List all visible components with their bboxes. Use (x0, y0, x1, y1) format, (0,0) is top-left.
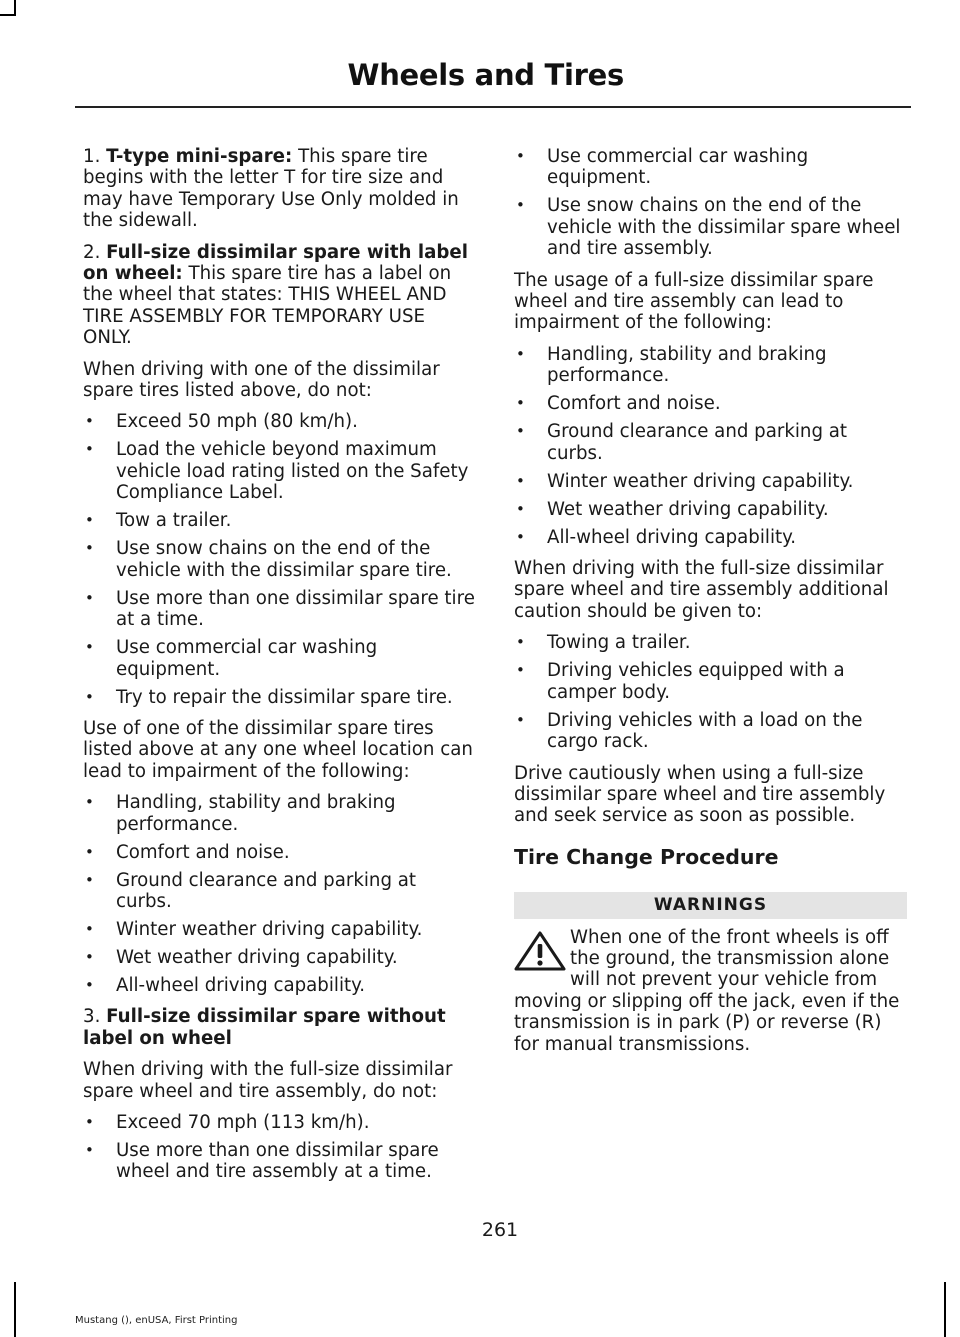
item-1-title: T-type mini-spare: (106, 146, 293, 167)
footer-edition: Mustang (), enUSA, First Printing (75, 1315, 238, 1326)
usage-list (514, 344, 907, 548)
item-1-text: This spare tire begins with the letter T for tire size and may have Temporary Use Only molded in the sidewall. (83, 146, 459, 232)
item-1-paragraph (83, 146, 476, 232)
page-header-title: Wheels and Tires (347, 58, 624, 92)
list-item: • All-wheel driving capability. (83, 975, 476, 996)
list-item: • Handling, stability and braking performance. (83, 792, 476, 835)
list-item: • Tow a trailer. (83, 510, 476, 531)
impair-list (83, 792, 476, 996)
crop-mark (0, 14, 16, 16)
list-item: • Ground clearance and parking at curbs. (514, 421, 907, 464)
page-number: 261 (481, 1219, 519, 1241)
item-2-title: Full-size dissimilar spare with label on wheel: (83, 241, 468, 285)
warning-triangle-icon (514, 931, 566, 971)
list-item: • Comfort and noise. (514, 393, 907, 414)
item-2-text: This spare tire has a label on the wheel that states: THIS WHEEL AND TIRE ASSEMBLY FOR TEMPORARY USE ONLY. (83, 263, 452, 349)
list-item: • Driving vehicles equipped with a camper body. (514, 660, 907, 703)
header-divider (75, 106, 911, 108)
crop-mark (944, 1282, 946, 1337)
list-item: • Driving vehicles with a load on the cargo rack. (514, 710, 907, 753)
drive-cautiously-text: Drive cautiously when using a full-size dissimilar spare wheel and tire assembly and seek service as soon as possible. (514, 762, 886, 827)
list-item: • Use snow chains on the end of the vehicle with the dissimilar spare wheel and tire assembly. (514, 195, 907, 259)
list-item: • Handling, stability and braking performance. (514, 344, 907, 387)
item-3-intro: When driving with the full-size dissimilar spare wheel and tire assembly, do not: (83, 1059, 453, 1102)
driving-intro: When driving with one of the dissimilar spare tires listed above, do not: (83, 358, 440, 402)
warning-box (514, 927, 907, 1055)
warnings-banner: WARNINGS (514, 892, 907, 918)
item-3-list (83, 1112, 476, 1183)
list-item: • Use snow chains on the end of the vehicle with the dissimilar spare tire. (83, 538, 476, 581)
list-item: • Comfort and noise. (83, 842, 476, 863)
item-1-number: 1. (83, 146, 107, 167)
item-2-number: 2. (83, 241, 107, 263)
caution-intro: When driving with the full-size dissimilar spare wheel and tire assembly additional caution should be given to: (514, 558, 889, 622)
list-item: • Winter weather driving capability. (83, 919, 476, 940)
list-item: • Winter weather driving capability. (514, 471, 907, 492)
item-2-paragraph (83, 242, 476, 349)
donot-list (83, 411, 476, 707)
caution-list (514, 632, 907, 752)
list-item: • Wet weather driving capability. (514, 499, 907, 520)
list-item: • Wet weather driving capability. (83, 947, 476, 968)
impair-intro: Use of one of the dissimilar spare tires listed above at any one wheel location can lead to impairment of the following: (83, 717, 473, 782)
list-item: • Exceed 70 mph (113 km/h). (83, 1112, 476, 1133)
left-column (83, 146, 476, 1193)
item-3-number: 3. (83, 1006, 107, 1028)
right-column (514, 146, 907, 1055)
list-item: • Use commercial car washing equipment. (83, 637, 476, 680)
list-item: • Exceed 50 mph (80 km/h). (83, 411, 476, 432)
item-3-paragraph (83, 1006, 476, 1049)
list-item: • Load the vehicle beyond maximum vehicle load rating listed on the Safety Compliance Label. (83, 439, 476, 503)
list-item: • Towing a trailer. (514, 632, 907, 653)
list-item: • Ground clearance and parking at curbs. (83, 870, 476, 913)
list-item: • All-wheel driving capability. (514, 527, 907, 548)
warning-text: When one of the front wheels is off the ground, the transmission alone will not prevent your vehicle from moving or slipping off the jack, even if the transmission is in park (P) or reverse (R) for manual transmissions. (514, 926, 900, 1055)
crop-mark (14, 1282, 16, 1337)
item-3-title: Full-size dissimilar spare without label on wheel (83, 1006, 446, 1049)
continued-list (514, 146, 907, 260)
list-item: • Use more than one dissimilar spare tire at a time. (83, 588, 476, 631)
list-item: • Use more than one dissimilar spare wheel and tire assembly at a time. (83, 1140, 476, 1183)
list-item: • Try to repair the dissimilar spare tire. (83, 687, 476, 708)
list-item: • Use commercial car washing equipment. (514, 146, 907, 189)
usage-intro: The usage of a full-size dissimilar spare wheel and tire assembly can lead to impairment of the following: (514, 269, 874, 334)
section-heading: Tire Change Procedure (514, 844, 779, 869)
